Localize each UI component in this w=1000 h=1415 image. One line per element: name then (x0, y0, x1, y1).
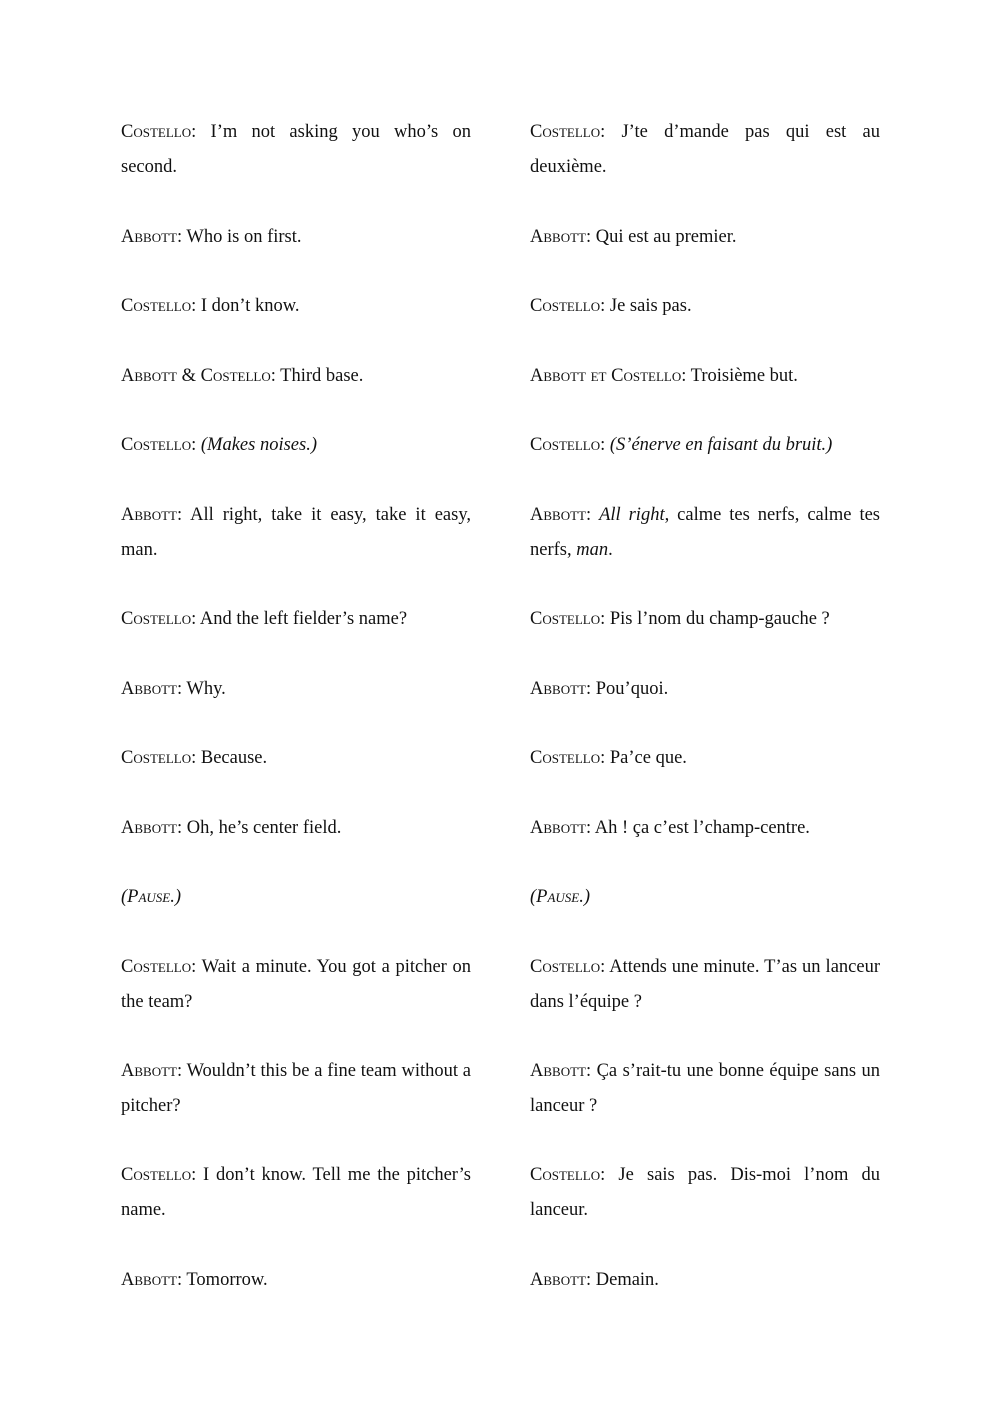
english-line (121, 672, 471, 707)
speaker-name: Costello (530, 1165, 601, 1185)
speaker-colon: : (191, 1165, 204, 1185)
english-line (121, 741, 471, 776)
french-line (530, 498, 880, 568)
english-line (121, 811, 471, 846)
line-text: And the left fielder’s name? (199, 609, 408, 629)
speaker-colon: : (585, 1270, 596, 1290)
italic-text: man (576, 540, 609, 560)
speaker-name: Costello (121, 122, 192, 142)
french-line (530, 672, 880, 707)
speaker-name: Abbott (121, 679, 177, 699)
line-text: Demain. (595, 1270, 659, 1290)
speaker-name: Abbott (530, 366, 586, 386)
speaker-colon: : (176, 1061, 187, 1081)
line-text: Pa’ce que. (609, 748, 687, 768)
line-text: Tomorrow. (186, 1270, 268, 1290)
speaker-colon: : (191, 609, 200, 629)
speaker-name: Costello (611, 366, 682, 386)
speaker-colon: : (191, 296, 201, 316)
speaker-name: Costello (121, 296, 192, 316)
line-text: Qui est au premier. (595, 227, 737, 247)
english-line (121, 1158, 471, 1228)
english-line (121, 950, 471, 1020)
speaker-name: Abbott (530, 1270, 586, 1290)
english-line (121, 289, 471, 324)
speaker-name: Costello (530, 748, 601, 768)
speaker-connector: et (590, 366, 607, 386)
speaker-colon: : (191, 122, 211, 142)
stage-direction: Pause (536, 887, 580, 907)
speaker-name: Abbott (121, 227, 177, 247)
speaker-colon: : (600, 122, 622, 142)
speaker-colon: : (176, 1270, 187, 1290)
speaker-name: Costello (530, 609, 601, 629)
speaker-name: Costello (530, 435, 601, 455)
speaker-colon: : (191, 748, 201, 768)
speaker-name: Abbott (530, 227, 586, 247)
speaker-name: Abbott (121, 505, 177, 525)
speaker-name: Abbott (530, 1061, 586, 1081)
speaker-colon: : (176, 227, 187, 247)
speaker-name: Costello (530, 122, 601, 142)
speaker-name: Costello (530, 957, 601, 977)
line-text: Because. (200, 748, 268, 768)
line-text: Attends une minute. T’as un lanceur dans l’équipe ? (530, 957, 880, 1012)
speaker-name: Costello (121, 609, 192, 629)
stage-direction-close: .) (579, 887, 591, 907)
line-text: I’m not asking you who’s on second. (121, 122, 471, 177)
speaker-colon: : (191, 957, 202, 977)
line-text: Pis l’nom du champ-gauche ? (609, 609, 830, 629)
line-text: All right, take it easy, take it easy, man. (121, 505, 471, 560)
speaker-colon: : (176, 818, 187, 838)
speaker-colon: : (585, 505, 600, 525)
french-line (530, 1158, 880, 1228)
line-text: . (608, 540, 613, 560)
line-text: Ah ! ça c’est l’champ-centre. (594, 818, 810, 838)
french-line (530, 289, 880, 324)
english-line (121, 498, 471, 568)
english-line (121, 602, 471, 637)
french-line (530, 950, 880, 1020)
stage-direction-open-paren: ( (121, 887, 128, 907)
line-text: Je sais pas. Dis-moi l’nom du lanceur. (530, 1165, 881, 1220)
speaker-name: Abbott (530, 505, 586, 525)
italic-text: (Makes noises.) (200, 435, 317, 455)
english-line (121, 359, 471, 394)
french-line (530, 428, 880, 463)
speaker-name: Costello (530, 296, 601, 316)
speaker-name: Abbott (121, 366, 177, 386)
french-line (530, 602, 880, 637)
french-line (530, 220, 880, 255)
french-line (530, 359, 880, 394)
speaker-colon: : (270, 366, 281, 386)
line-text: Oh, he’s center field. (186, 818, 342, 838)
speaker-colon: : (176, 679, 187, 699)
italic-text: (S’énerve en faisant du bruit.) (609, 435, 833, 455)
speaker-colon: : (681, 366, 691, 386)
speaker-connector: & (181, 366, 196, 386)
speaker-name: Abbott (530, 679, 586, 699)
speaker-name: Abbott (121, 1061, 177, 1081)
speaker-colon: : (600, 609, 610, 629)
italic-text: All right (599, 505, 665, 525)
line-text: J’te d’mande pas qui est au deuxième. (530, 122, 881, 177)
line-text: Third base. (280, 366, 364, 386)
line-text: Troisième but. (690, 366, 798, 386)
speaker-colon: : (600, 435, 610, 455)
speaker-colon: : (600, 748, 610, 768)
speaker-colon: : (600, 296, 610, 316)
line-text: Pou’quoi. (595, 679, 669, 699)
speaker-name: Costello (121, 1165, 192, 1185)
english-line (121, 1263, 471, 1298)
speaker-colon: : (600, 957, 610, 977)
speaker-colon: : (585, 1061, 597, 1081)
french-line (530, 811, 880, 846)
speaker-name: Costello (121, 957, 192, 977)
speaker-colon: : (585, 227, 596, 247)
speaker-colon: : (176, 505, 191, 525)
english-line (121, 220, 471, 255)
french-line (530, 1263, 880, 1298)
speaker-name: Abbott (530, 818, 586, 838)
line-text: Ça s’rait-tu une bonne équipe sans un lanceur ? (530, 1061, 880, 1116)
speaker-colon: : (585, 818, 595, 838)
speaker-colon: : (600, 1165, 619, 1185)
english-line (121, 428, 471, 463)
line-text: Who is on first. (186, 227, 302, 247)
speaker-name: Costello (121, 748, 192, 768)
line-text: Wait a minute. You got a pitcher on the team? (121, 957, 471, 1012)
french-line (530, 880, 880, 915)
stage-direction-close: .) (170, 887, 182, 907)
speaker-name: Abbott (121, 1270, 177, 1290)
speaker-colon: : (191, 435, 201, 455)
line-text: Je sais pas. (609, 296, 692, 316)
line-text: Wouldn’t this be a fine team without a pitcher? (121, 1061, 471, 1116)
english-line (121, 1054, 471, 1124)
stage-direction-open-paren: ( (530, 887, 537, 907)
french-line (530, 115, 880, 185)
line-text: Why. (186, 679, 226, 699)
speaker-colon: : (585, 679, 596, 699)
line-text: I don’t know. (200, 296, 300, 316)
english-line (121, 115, 471, 185)
english-line (121, 880, 471, 915)
line-text: I don’t know. Tell me the pitcher’s name. (121, 1165, 471, 1220)
speaker-name: Costello (121, 435, 192, 455)
line-text: , calme tes nerfs, calme tes nerfs, (530, 505, 880, 560)
french-line (530, 1054, 880, 1124)
stage-direction: Pause (127, 887, 171, 907)
speaker-name: Abbott (121, 818, 177, 838)
speaker-name: Costello (200, 366, 271, 386)
french-line (530, 741, 880, 776)
